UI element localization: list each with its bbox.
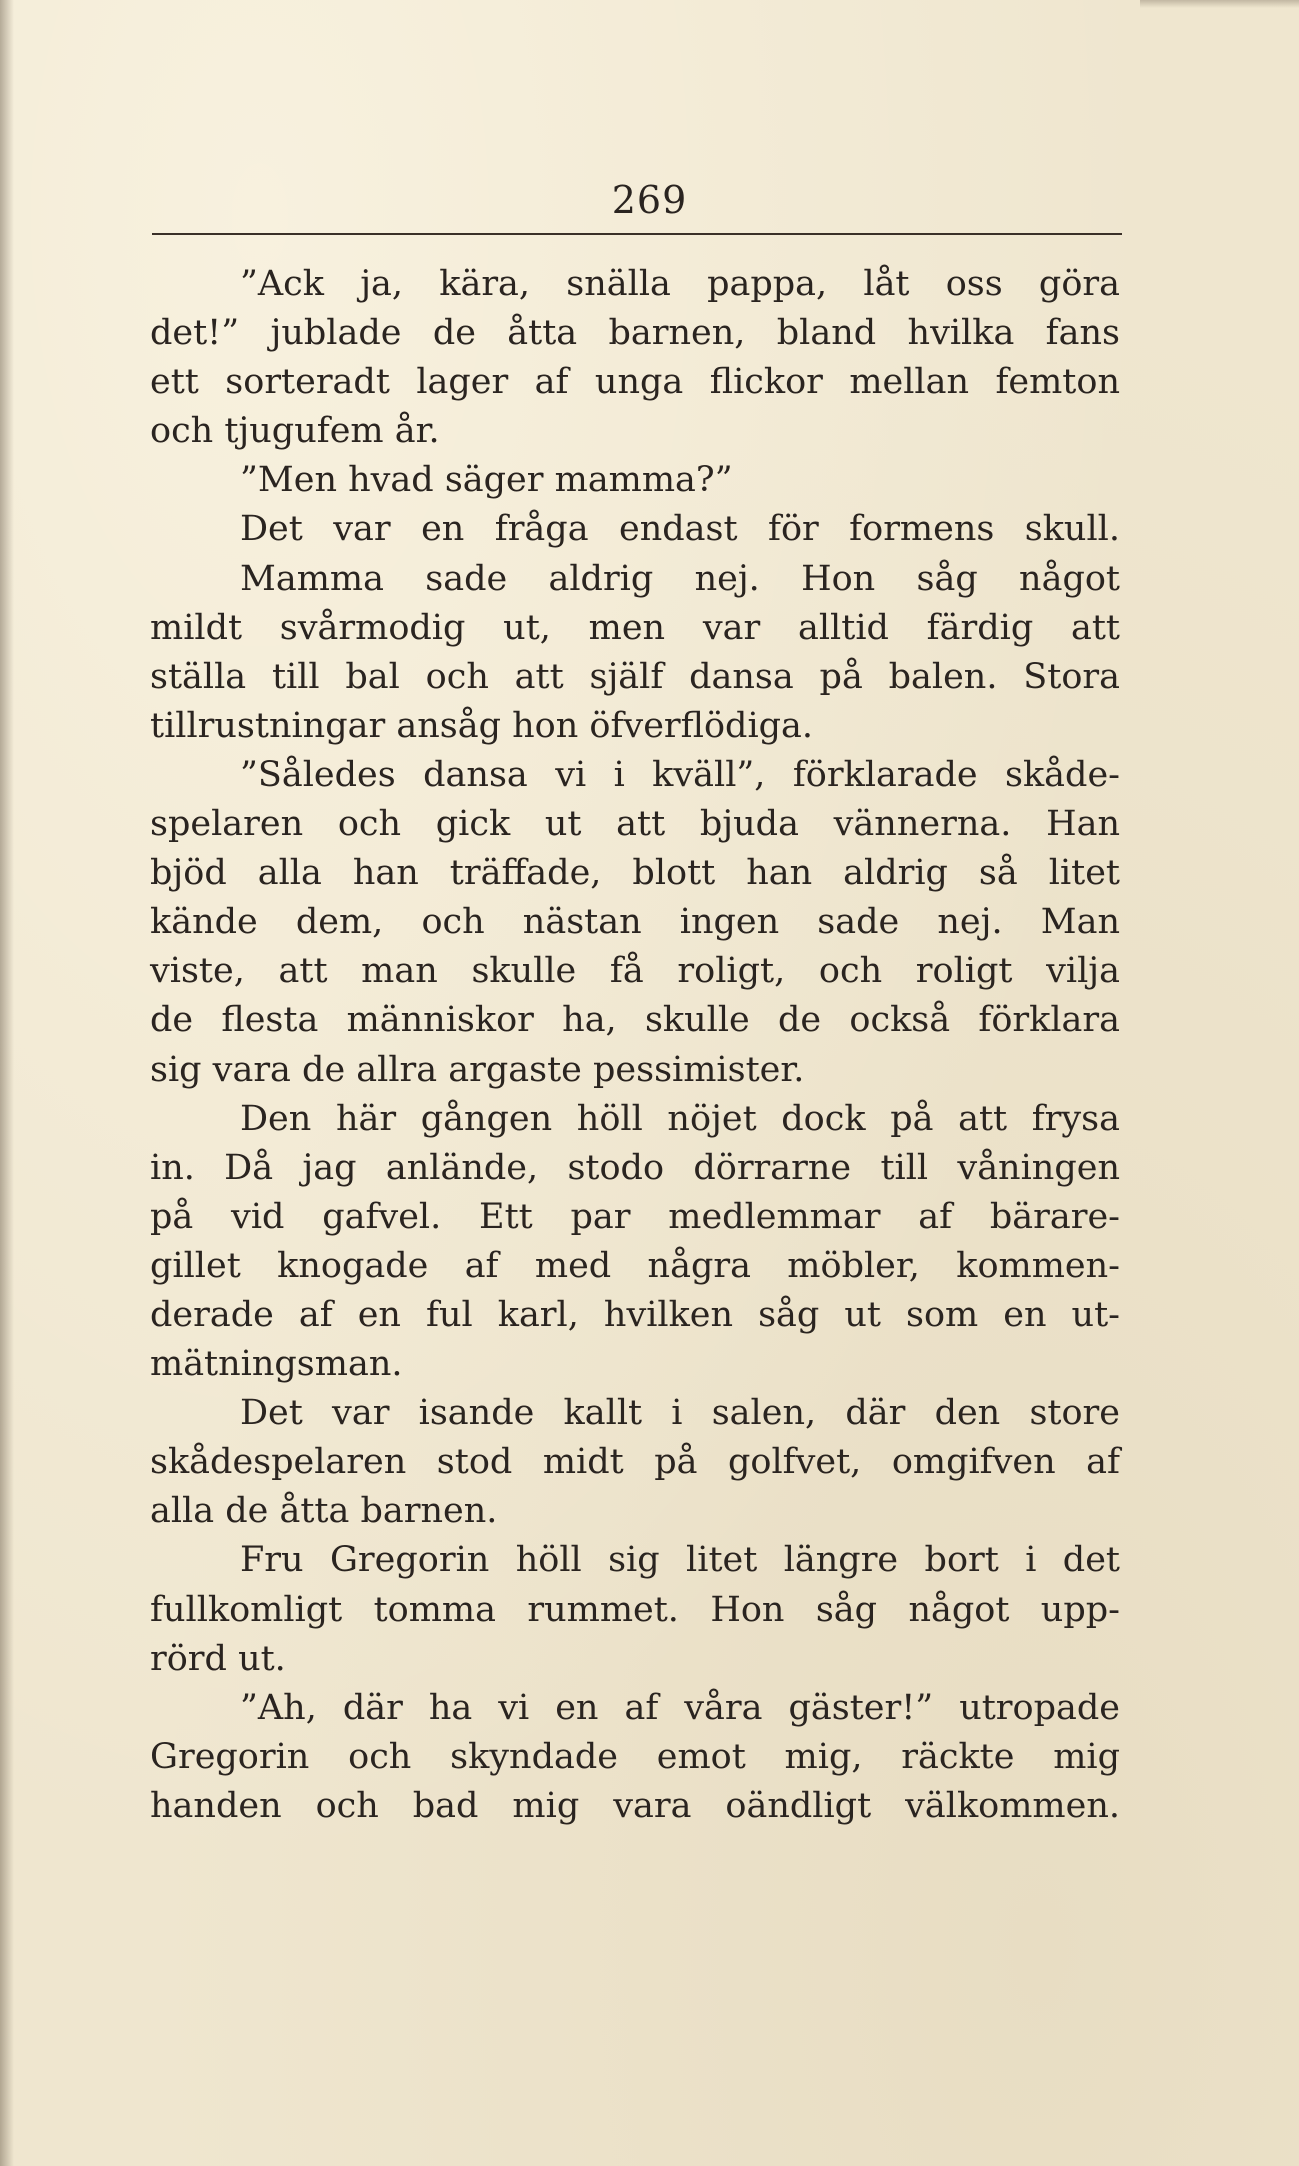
body-text: [150, 260, 1120, 1831]
page-binding-shadow: [0, 0, 14, 2166]
text-line: bjöd alla han träffade, blott han aldrig så litet: [150, 853, 1120, 894]
page-top-edge-shadow: [1140, 0, 1299, 8]
text-line: rörd ut.: [150, 1638, 286, 1679]
text-line: spelaren och gick ut att bjuda vännerna. Han: [150, 804, 1120, 845]
text-line: gillet knogade af med några möbler, kommen-: [150, 1245, 1120, 1286]
text-line: och tjugufem år.: [150, 411, 440, 452]
text-line: mildt svårmodig ut, men var alltid färdig att: [150, 607, 1120, 648]
text-line: Fru Gregorin höll sig litet längre bort i det: [240, 1540, 1120, 1581]
text-line: ”Ack ja, kära, snälla pappa, låt oss göra: [240, 264, 1120, 304]
text-line: viste, att man skulle få roligt, och roligt vilja: [150, 951, 1120, 992]
text-line: in. Då jag anlände, stodo dörrarne till våningen: [150, 1147, 1120, 1188]
text-line: fullkomligt tomma rummet. Hon såg något upp-: [150, 1589, 1120, 1630]
text-line: mätningsman.: [150, 1344, 403, 1385]
text-line: derade af en ful karl, hvilken såg ut som en ut-: [150, 1294, 1120, 1335]
text-line: alla de åtta barnen.: [150, 1491, 498, 1532]
text-line: skådespelaren stod midt på golfvet, omgifven af: [150, 1442, 1120, 1483]
text-line: ”Ah, där ha vi en af våra gäster!” utropade: [240, 1687, 1120, 1728]
text-line: de flesta människor ha, skulle de också förklara: [150, 1000, 1120, 1041]
text-line: sig vara de allra argaste pessimister.: [150, 1049, 805, 1090]
page-number: 269: [611, 178, 688, 222]
text-line: kände dem, och nästan ingen sade nej. Man: [150, 902, 1120, 943]
text-line: ställa till bal och att själf dansa på balen. Stora: [150, 656, 1120, 697]
text-line: Det var en fråga endast för formens skull.: [240, 509, 1120, 550]
text-line: Gregorin och skyndade emot mig, räckte mig: [150, 1736, 1120, 1777]
text-line: tillrustningar ansåg hon öfverflödiga.: [150, 705, 814, 746]
text-line: ”Således dansa vi i kväll”, förklarade skåde-: [240, 754, 1120, 795]
text-line: ”Men hvad säger mamma?”: [240, 460, 733, 501]
text-line: det!” jublade de åtta barnen, bland hvilka fans: [150, 313, 1120, 354]
text-line: Den här gången höll nöjet dock på att frysa: [240, 1098, 1120, 1139]
text-line: Mamma sade aldrig nej. Hon såg något: [240, 558, 1120, 599]
text-line: handen och bad mig vara oändligt välkommen.: [150, 1785, 1120, 1826]
text-line: på vid gafvel. Ett par medlemmar af bärare-: [150, 1196, 1120, 1237]
text-line: ett sorteradt lager af unga flickor mellan femton: [150, 362, 1120, 403]
text-line: Det var isande kallt i salen, där den store: [240, 1393, 1120, 1434]
header-rule: [152, 233, 1122, 235]
